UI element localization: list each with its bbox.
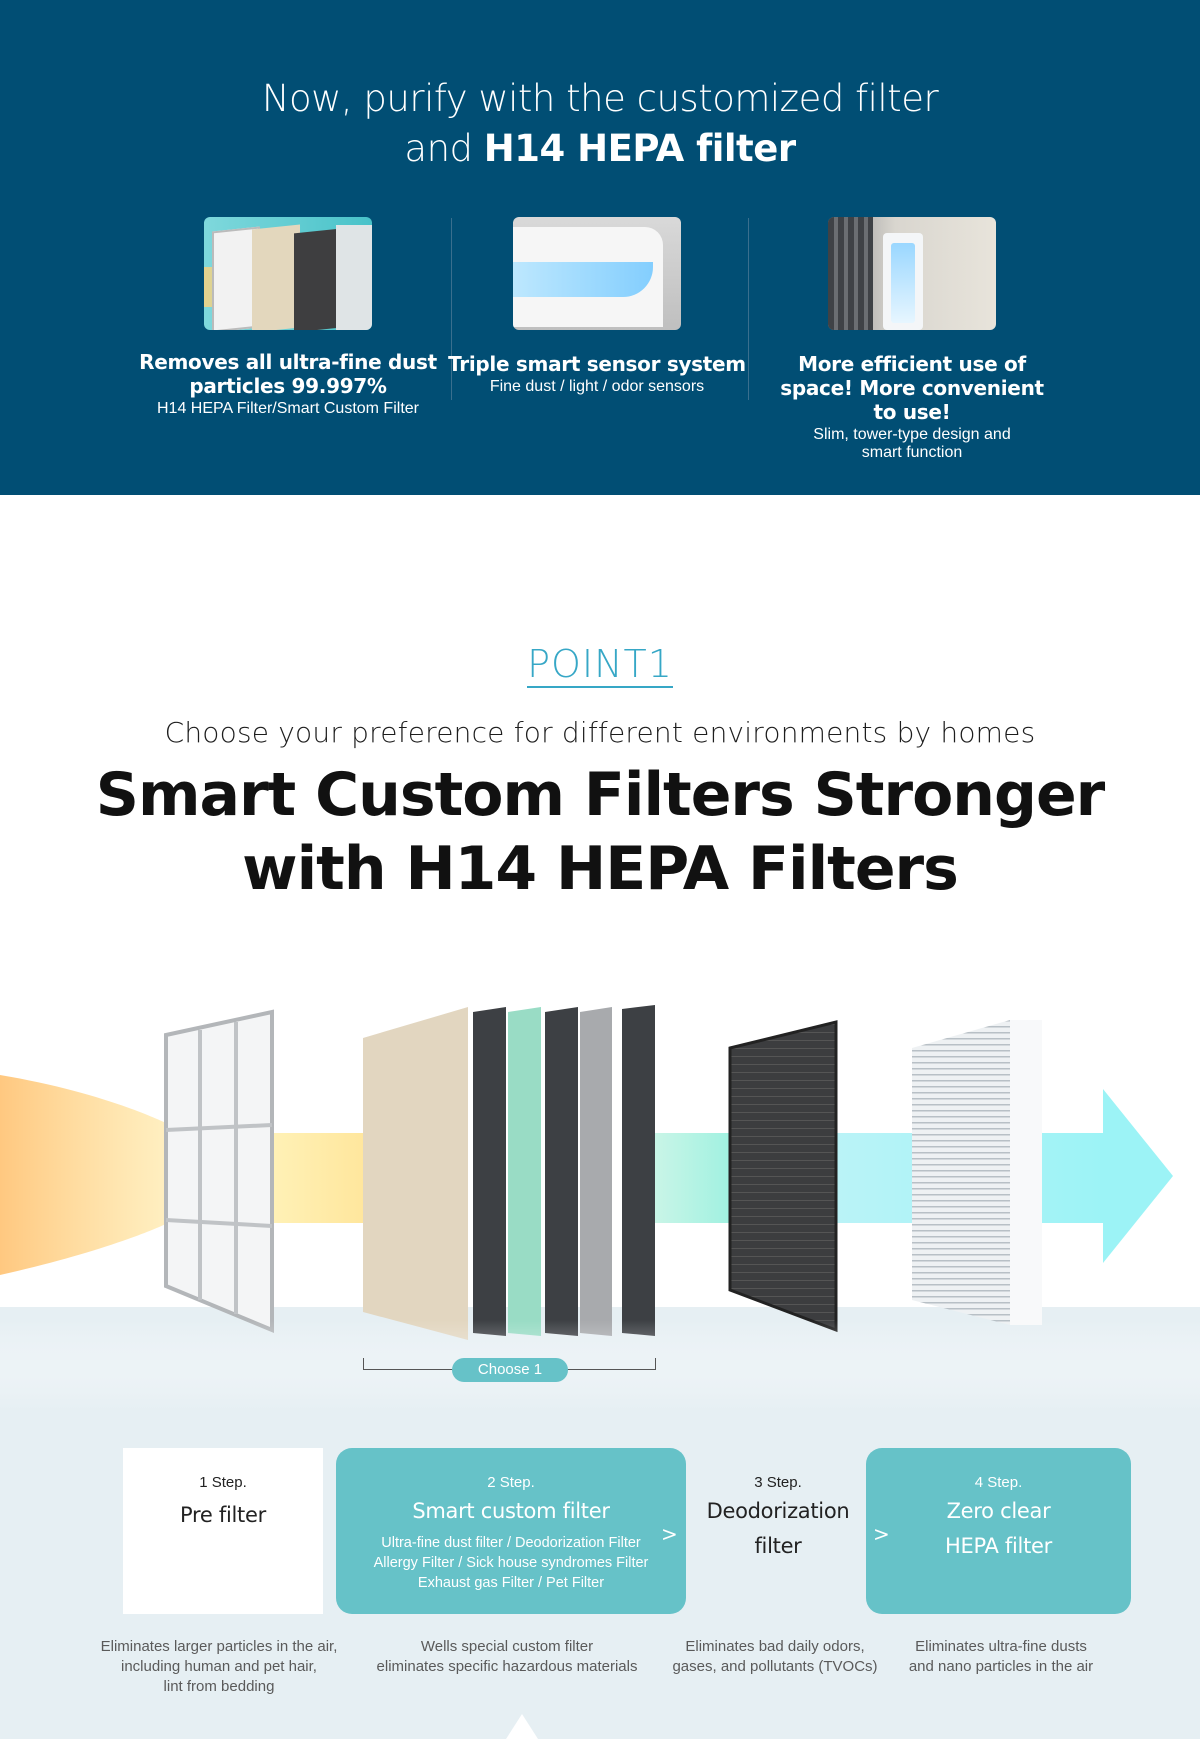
- feature-sensor: [447, 217, 747, 396]
- step-3-card: [693, 1448, 863, 1614]
- feature-subtitle: H14 HEPA Filter/Smart Custom Filter: [157, 400, 419, 417]
- step-name: [693, 1494, 863, 1564]
- step-description-line: Ultra-fine dust filter / Deodorization Filter: [381, 1535, 641, 1551]
- custom-filter-stack: [363, 1005, 655, 1340]
- feature-title: Removes all ultra-fine dust particles 99.997%: [139, 350, 437, 398]
- point-subheading: Choose your preference for different environments by homes: [164, 716, 1036, 749]
- step-name-line1: Deodorization: [706, 1499, 850, 1523]
- caption-line: Eliminates bad daily odors,: [685, 1638, 865, 1655]
- step-name-line2: HEPA filter: [945, 1534, 1052, 1558]
- step-name-line2: filter: [754, 1534, 802, 1558]
- step-number: 1 Step.: [199, 1474, 247, 1491]
- caption-line: including human and pet hair,: [121, 1658, 317, 1675]
- outflow-arrow: [1103, 1089, 1173, 1263]
- step-name-line1: Zero clear: [946, 1499, 1051, 1523]
- hero-title-line1: Now, purify with the customized filter: [261, 77, 939, 120]
- caption-line: and nano particles in the air: [908, 1658, 1094, 1675]
- deodorization-filter-graphic: [730, 1022, 836, 1330]
- step-number: 4 Step.: [974, 1474, 1023, 1491]
- point-title: [0, 758, 1200, 906]
- air-band-yellow: [265, 1133, 375, 1223]
- feature-subtitle: Slim, tower-type design and smart function: [813, 426, 1011, 461]
- tower-purifier-image: [828, 217, 996, 330]
- feature-hepa: [138, 217, 438, 418]
- point-title-line2: with H14 HEPA Filters: [242, 834, 958, 904]
- hero-title-line2-plain: and: [404, 127, 484, 170]
- step-4-caption: [890, 1637, 1112, 1677]
- caption-line: eliminates specific hazardous materials: [376, 1658, 638, 1675]
- chevron-right-icon: >: [873, 1522, 890, 1546]
- filter-stack-diagram: [0, 990, 1200, 1410]
- step-1-caption: [84, 1637, 354, 1697]
- hero-title-line2-bold: H14 HEPA filter: [483, 127, 796, 170]
- step-1-card: [123, 1448, 323, 1614]
- point-label: POINT1: [527, 642, 673, 686]
- filter-layers-image: [204, 217, 372, 330]
- inflow-air: [0, 1075, 170, 1275]
- step-description: [336, 1533, 686, 1593]
- caption-line: Eliminates ultra-fine dusts: [915, 1638, 1087, 1655]
- step-2-card: [336, 1448, 686, 1614]
- step-name: Smart custom filter: [412, 1499, 610, 1523]
- step-description-line: Allergy Filter / Sick house syndromes Filter: [373, 1555, 649, 1571]
- step-3-caption: [664, 1637, 886, 1677]
- feature-subtitle: Fine dust / light / odor sensors: [489, 378, 705, 395]
- caption-line: lint from bedding: [163, 1678, 275, 1695]
- pre-filter-graphic: [166, 1012, 272, 1330]
- step-number: 3 Step.: [754, 1474, 802, 1491]
- point-title-line1: Smart Custom Filters Stronger: [95, 760, 1105, 830]
- caption-line: gases, and pollutants (TVOCs): [672, 1658, 878, 1675]
- feature-design: [762, 217, 1062, 462]
- hero-title: [0, 74, 1200, 174]
- caption-line: Eliminates larger particles in the air,: [100, 1638, 338, 1655]
- hepa-filter-graphic: [912, 1020, 1042, 1325]
- hero-section: [0, 0, 1200, 495]
- feature-divider: [748, 218, 749, 400]
- feature-title: Triple smart sensor system: [448, 352, 746, 376]
- step-name: [866, 1494, 1131, 1564]
- step-name: Pre filter: [180, 1503, 266, 1527]
- feature-title: More efficient use of space! More convenient to use!: [780, 352, 1044, 424]
- chevron-right-icon: >: [661, 1522, 678, 1546]
- scroll-up-indicator: [506, 1714, 538, 1739]
- step-description-line: Exhaust gas Filter / Pet Filter: [417, 1575, 605, 1591]
- caption-line: Wells special custom filter: [420, 1638, 594, 1655]
- step-number: 2 Step.: [487, 1474, 535, 1491]
- step-2-caption: [362, 1637, 652, 1677]
- sensor-device-image: [513, 217, 681, 330]
- step-4-card: [866, 1448, 1131, 1614]
- choose-one-badge: Choose 1: [452, 1358, 568, 1382]
